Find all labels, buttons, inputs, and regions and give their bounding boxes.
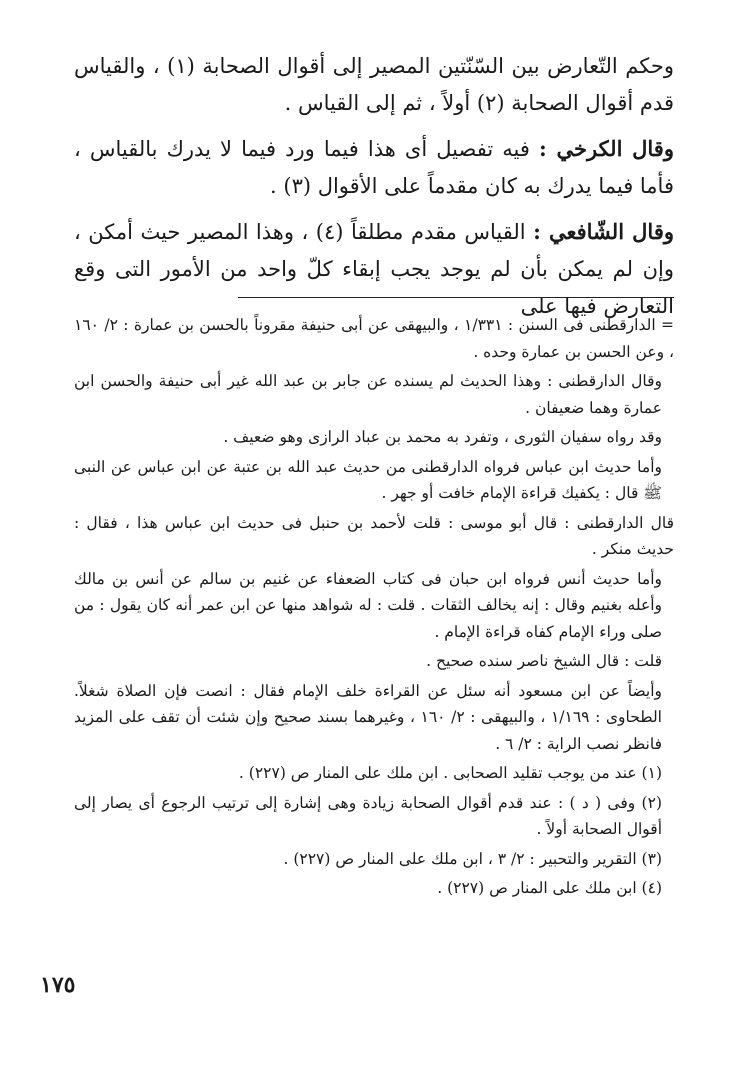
footnote-4: (٤) ابن ملك على المنار ص (٢٢٧) . [437, 879, 662, 897]
karkhi-term: وقال الكرخي : [539, 136, 674, 161]
footnote-text: وقال الدارقطنى : وهذا الحديث لم يسنده عن جابر بن عبد الله غير أبى حنيفة والحسن ابن عمارة وهما ضعيفان . [74, 372, 662, 417]
footnote-continuation: = الدارقطنى فى السنن : ١/٣٣١ ، والبيهقى عن أبى حنيفة مقروناً بالحسن بن عمارة : ٢/ ١٦٠ ، وعن الحسن بن عمارة وحده . [74, 316, 674, 361]
footnote-text: قلت : قال الشيخ ناصر سنده صحيح . [426, 652, 662, 670]
footnote-text: قال الدارقطنى : قال أبو موسى : قلت لأحمد بن حنبل فى حديث ابن عباس هذا ، فقال : حديث منكر . [74, 513, 674, 558]
main-paragraph-1-text: وحكم التّعارض بين السّنّتين المصير إلى أقوال الصحابة (١) ، والقياس قدم أقوال الصحابة (٢) أولاً ، ثم إلى القياس . [74, 54, 674, 115]
footnotes [74, 312, 674, 905]
page-number: ١٧٥ [40, 972, 76, 998]
footnote-2: (٢) وفى ( د ) : عند قدم أقوال الصحابة زيادة وهى إشارة إلى ترتيب الرجوع أى يصار إلى أقوال الصحابة أولاً . [74, 793, 662, 838]
main-text [74, 48, 674, 333]
main-paragraph-1 [74, 48, 674, 122]
footnote-divider [238, 297, 674, 298]
shafii-term: وقال الشّافعي : [533, 219, 675, 244]
main-paragraph-3-text: القياس مقدم مطلقاً (٤) ، وهذا المصير حيث أمكن ، وإن لم يمكن بأن لم يوجد يجب إبقاء كلّ واحد من الأمور التى وقع التعارض فيها على [74, 220, 674, 318]
footnote-1: (١) عند من يوجب تقليد الصحابى . ابن ملك على المنار ص (٢٢٧) . [238, 764, 662, 782]
footnote-text: وأما حديث أنس فرواه ابن حبان فى كتاب الضعفاء عن غنيم بن سالم عن أنس بن مالك وأعله بغنيم وقال : إنه يخالف الثقات . قلت : له شواهد منها عن ابن عمر أنه كان يقول : من صلى وراء الإمام كفاه قراءة الإمام . [74, 569, 662, 641]
footnote-3: (٣) التقرير والتحبير : ٢/ ٣ ، ابن ملك على المنار ص (٢٢٧) . [283, 849, 662, 868]
main-paragraph-3 [74, 213, 674, 325]
main-paragraph-2 [74, 130, 674, 205]
footnote-text: وقد رواه سفيان الثورى ، وتفرد به محمد بن عباد الرازى وهو ضعيف . [223, 428, 662, 446]
main-paragraph-2-text: فيه تفصيل أى هذا فيما ورد فيما لا يدرك بالقياس ، فأما فيما يدرك به كان مقدماً على الأقوال (٣) . [74, 137, 674, 198]
footnote-text: وأيضاً عن ابن مسعود أنه سئل عن القراءة خلف الإمام فقال : انصت فإن الصلاة شغلاً. الطحاوى : ١/١٦٩ ، والبيهقى : ٢/ ١٦٠ ، وغيرهما بسند صحيح وإن شئت أن تقف على المزيد فانظر نصب الراية : ٢/ ٦ . [74, 681, 662, 753]
footnote-text: وأما حديث ابن عباس فرواه الدارقطنى من حديث عبد الله بن عتبة عن ابن عباس عن النبى ﷺ قال : يكفيك قراءة الإمام خافت أو جهر . [74, 457, 662, 502]
